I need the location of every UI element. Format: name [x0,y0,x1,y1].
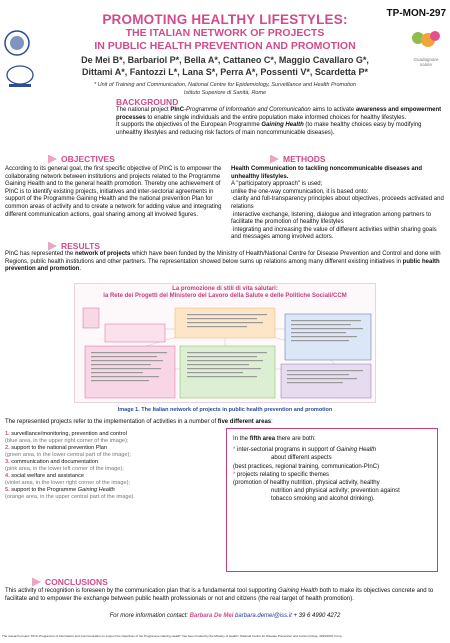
methods-heading-text: METHODS [283,154,326,164]
list-item: 2. support to the national prevention Plan (green area, in the lower central part of the image); [5,445,131,458]
methods-line-1: A "participatory approach" is used; [231,181,323,188]
methods-line-2: unlike the one-way communication, it is based onto: [231,188,369,195]
subtitle-line-1: THE ITALIAN NETWORK OF PROJECTS [125,27,325,39]
conclusions-heading [32,577,108,587]
figure-caption: Image 1. The Italian network of projects in public health prevention and promotion [117,407,333,413]
list-item: 5. support to the Programme Gaining Health (orange area, in the upper central part of the image). [5,487,135,500]
background-heading-text: BACKGROUND [116,97,179,107]
fifth-area-bullet: * inter-sectorial programs in support of Gaining Health [233,447,377,454]
network-figure [74,283,376,403]
activities-list [5,427,215,575]
fifth-area-bullet: * projects relating to specific themes [233,471,330,478]
fifth-area-intro: In the fifth area there are both: [233,436,316,442]
subtitle-line-2: IN PUBLIC HEALTH PREVENTION AND PROMOTION [94,39,356,52]
methods-text [231,166,445,242]
cnesps-logo [5,64,35,90]
results-heading-text: RESULTS [61,241,101,251]
methods-bullet: ·interactive exchange, listening, dialogue and integration among partners to facilitate the promotion of healthy lifestyles [231,211,432,226]
conclusions-heading-text: CONCLUSIONS [45,577,108,587]
authors-line-2: Dittami A*, Fantozzi L*, Lana S*, Perra A*, Possenti V*, Scardetta P* [82,66,368,77]
results-heading [48,241,100,251]
results-text: PInC has represented the network of projects which have been funded by the Ministry of Health/National Centre for Disease Prevention and Control and done with Regions, public health institutions and other partners. The representation showed below sums up relations among many different existing initiatives in public health prevention and promotion. [5,251,441,273]
pinc-logo-box [83,308,99,328]
objectives-text: According to its general goal, the first specific objective of PInC is to empower the collaborating network between institutions and projects related to the Programme Gaining Health and to the general health promotion. Thereby one achievement of PInC is to identify existing projects, initiatives and inter-sectorial agreements in support of the Programme Gaining Health and the national prevention Plan for common areas of activity and to create a network for adding value and integrating different communication actions, goal sharing among all involved figures. [5,166,222,218]
poster-subtitle [0,27,450,52]
arrow-icon [32,578,41,587]
background-heading [116,97,178,107]
poster-code: TP-MON-297 [386,8,446,19]
affiliation-line-2: Istituto Superiore di Sanità, Rome [183,90,267,96]
authors-line-1: De Mei B*, Barbariol P*, Bella A*, Cattaneo C*, Maggio Cavallaro G*, [81,55,369,65]
list-item: 3. communication and documentation (pink area, in the lower left corner of the image); [5,459,124,472]
footer-note: The research project "PInC-Programme of Information and Communication to support the objectives of the Programme Gaining Health" has been funded by the Ministry of Health / National Centre for Disease Prevention and Control (Chap. 4393/2007-Ccm). [2,634,343,638]
methods-bullet: ·clarity and full-transparency principles about objectives, proceeds activated and relations [231,196,444,210]
logo-label: Guadagnare salute [413,57,439,67]
objectives-heading [48,154,115,164]
list-item: 4. social welfare and assistance (violet area, in the lower right corner of the image); [5,473,130,486]
list-item: 1. surveillance/monitoring, prevention and control (blue area, in the upper right corner of the image); [5,431,129,444]
arrow-icon [270,155,279,164]
activities-intro: The represented projects refer to the implementation of activities in a number of five different areas: [5,419,273,425]
fifth-area-box: In the fifth area there are both: * inter-sectorial programs in support of Gaining Health about different aspects (best practices, regional training, communication-PInC) * projects relating to specific themes (promotion of healthy nutrition, physical activity, healthy nutrition and physical activity; prevention against tobacco smoking and alcohol drinking). [226,428,438,572]
conclusions-text: This activity of recognition is foreseen by the communication plan that is a fundamental tool supporting Gaining Health both to make its objectives concrete and to facilitate and to empower the exchange between public health professionals or not and citizens (the real target of health promotion). [5,588,434,602]
affiliation-line-1: * Unit of Training and Communication, National Centre for Epidemiology, Surveillance and Health Promotion [93,82,357,88]
methods-bullet: ·integrating and increasing the value of different activities within sharing goals and messages among involved actors. [231,226,437,241]
poster-title: PROMOTING HEALTHY LIFESTYLES: [102,12,348,27]
violet-area [281,364,371,398]
network-diagram [75,284,377,404]
contact-line: For more information contact: Barbara De Mei barbara.demei@iss.it + 39 6 4990 4272 [109,613,341,619]
arrow-icon [48,242,57,251]
figure-title: La promozione di stili di vita salutari: la Rete dei Progetti del Ministero del Lavoro della Salute e delle Politiche Sociali/CCM [103,286,347,299]
contact-name: Barbara De Mei [189,613,234,619]
arrow-icon [48,155,57,164]
affiliation [40,81,410,97]
methods-bold: Health Communication to tackling noncommunicable diseases and unhealthy lifestyles. [231,166,423,180]
authors [40,55,410,78]
methods-heading [270,154,326,164]
background-text: The national project PInC-Programme of Information and Communication aims to activate awareness and empowerment processes to enable single individuals and the entire population make informed choices for healthy lifestyles. It supports the objectives of the European Programme Gaining Health (to make healthy choices easy by modifying unhealthy lifestyles and reducing risk factors of main noncommunicable diseases). [116,107,442,136]
contact-email-link[interactable]: barbara.demei@iss.it [235,613,292,619]
objectives-heading-text: OBJECTIVES [61,154,115,164]
